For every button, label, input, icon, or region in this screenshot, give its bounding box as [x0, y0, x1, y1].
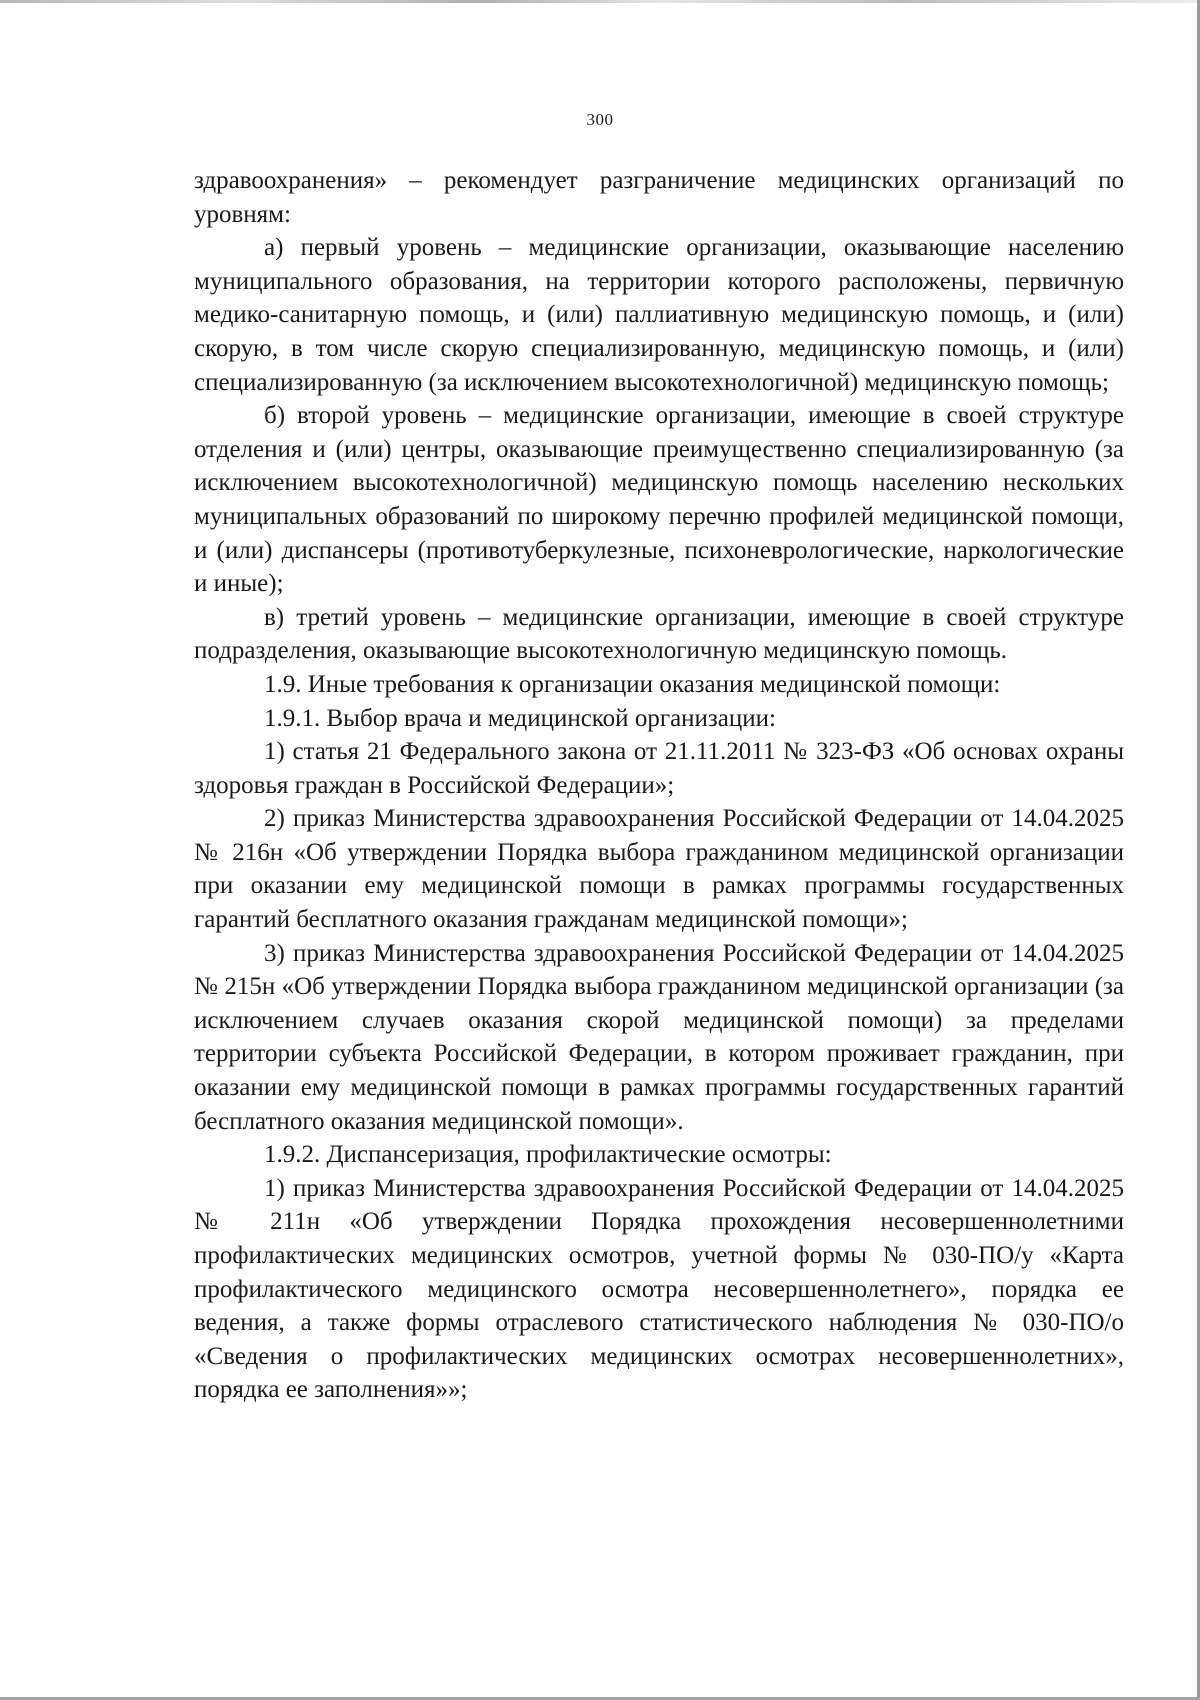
- scan-edge-top: [0, 0, 1200, 3]
- paragraph-second-level: б) второй уровень – медицинские организации, имеющие в своей структуре отделения и (или) центры, оказывающие преимущественно специализированную (за исключением высокотехнологичной) медицинскую помощь населению нескольких муниципальных образований по широкому перечню профилей медицинской помощи, и (или) диспансеры (противотуберкулезные, психоневрологические, наркологические и иные);: [194, 402, 1124, 598]
- list-item-1-9-1-3: 3) приказ Министерства здравоохранения Российской Федерации от 14.04.2025 № 215н «Об утверждении Порядка выбора гражданином медицинской организации (за исключением случаев оказания скорой медицинской помощи) за пределами территории субъекта Российской Федерации, в котором проживает гражданин, при оказании ему медицинской помощи в рамках программы государственных гарантий бесплатного оказания медицинской помощи».: [194, 939, 1124, 1135]
- paragraph-levels-intro: здравоохранения» – рекомендует разграничение медицинских организаций по уровням:: [194, 167, 1124, 228]
- paragraph-first-level: а) первый уровень – медицинские организации, оказывающие населению муниципального образования, на территории которого расположены, первичную медико-санитарную помощь, и (или) паллиативную медицинскую помощь, и (или) скорую, в том числе скорую специализированную, медицинскую помощь, и (или) специализированную (за исключением высокотехнологичной) медицинскую помощь;: [194, 234, 1124, 396]
- document-body: [194, 164, 1124, 1407]
- list-item-1-9-1-1: 1) статья 21 Федерального закона от 21.11.2011 № 323-ФЗ «Об основах охраны здоровья граждан в Российской Федерации»;: [194, 738, 1124, 799]
- page-number: 300: [586, 110, 614, 129]
- section-heading-1-9-1: 1.9.1. Выбор врача и медицинской организации:: [264, 704, 776, 732]
- section-heading-1-9: 1.9. Иные требования к организации оказания медицинской помощи:: [264, 670, 1001, 698]
- list-item-1-9-2-1: 1) приказ Министерства здравоохранения Российской Федерации от 14.04.2025 № 211н «Об утверждении Порядка прохождения несовершеннолетними профилактических медицинских осмотров, учетной формы № 030-ПО/у «Карта профилактического медицинского осмотра несовершеннолетнего», порядка ее ведения, а также формы отраслевого статистического наблюдения № 030-ПО/о «Сведения о профилактических медицинских осмотрах несовершеннолетних», порядка ее заполнения»»;: [194, 1174, 1124, 1404]
- paragraph-third-level: в) третий уровень – медицинские организации, имеющие в своей структуре подразделения, оказывающие высокотехнологичную медицинскую помощь.: [194, 603, 1124, 665]
- section-heading-1-9-2: 1.9.2. Диспансеризация, профилактические осмотры:: [264, 1141, 832, 1169]
- list-item-1-9-1-2: 2) приказ Министерства здравоохранения Российской Федерации от 14.04.2025 № 216н «Об утверждении Порядка выбора гражданином медицинской организации при оказании ему медицинской помощи в рамках программы государственных гарантий бесплатного оказания гражданам медицинской помощи»;: [194, 805, 1124, 934]
